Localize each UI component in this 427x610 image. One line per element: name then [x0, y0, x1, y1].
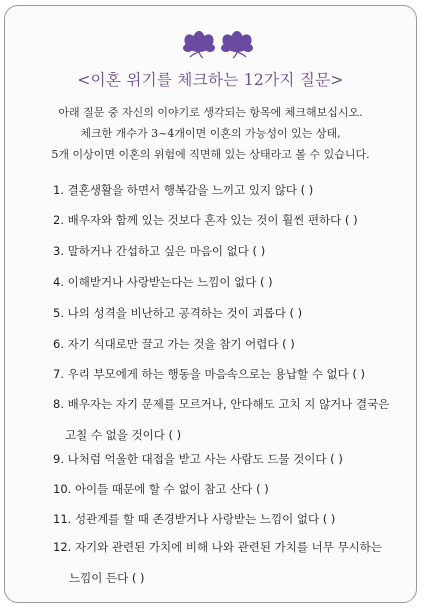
question-text: 우리 부모에게 하는 행동을 마음속으로는 용납할 수 없다 ( ): [67, 367, 366, 381]
question-number: 2.: [53, 213, 64, 227]
question-number: 11.: [53, 512, 72, 526]
question-number: 5.: [53, 306, 64, 320]
question-text: 이해받거나 사랑받는다는 느낌이 없다 ( ): [67, 275, 273, 289]
question-text: 배우자는 자기 문제를 모르거나, 안다해도 고치 지 않거나 결국은: [67, 397, 390, 411]
question-item-7: [53, 366, 365, 382]
question-item-9: [53, 451, 343, 467]
question-item-6: [53, 336, 295, 352]
question-number: 8.: [53, 397, 64, 411]
question-text: 성관계를 할 때 존경받거나 사랑받는 느낌이 없다 ( ): [74, 512, 336, 526]
question-item-12: [53, 539, 382, 586]
question-number: 6.: [53, 337, 64, 351]
question-text-continued: 고칠 수 없을 것이다 ( ): [65, 428, 182, 442]
flower-ornament-icon: [181, 28, 255, 60]
question-text: 나처럼 억울한 대접을 받고 사는 사람도 드물 것이다 ( ): [67, 452, 343, 466]
intro-line: 5개 이상이면 이혼의 위험에 직면해 있는 상태라고 볼 수 있습니다.: [51, 148, 370, 161]
question-number: 12.: [53, 540, 72, 554]
page-title: <이혼 위기를 체크하는 12가지 질문>: [77, 71, 344, 89]
question-item-5: [53, 305, 302, 321]
intro-line: 체크한 개수가 3~4개이면 이혼의 가능성이 있는 상태,: [80, 127, 341, 140]
intro-line: 아래 질문 중 자신의 이야기로 생각되는 항목에 체크해보십시오.: [58, 106, 363, 119]
question-number: 1.: [53, 183, 64, 197]
question-item-3: [53, 243, 265, 259]
question-text: 나의 성격을 비난하고 공격하는 것이 괴롭다 ( ): [67, 306, 303, 320]
question-text: 배우자와 함께 있는 것보다 혼자 있는 것이 훨씬 편하다 ( ): [67, 213, 358, 227]
question-number: 9.: [53, 452, 64, 466]
question-text: 아이들 때문에 할 수 없이 참고 산다 ( ): [74, 482, 269, 496]
checklist-card: [4, 5, 417, 603]
question-number: 10.: [53, 482, 72, 496]
question-number: 7.: [53, 367, 64, 381]
question-text-continued: 느낌이 든다 ( ): [69, 571, 145, 585]
question-number: 4.: [53, 275, 64, 289]
question-text: 자기와 관련된 가치에 비해 나와 관련된 가치를 너무 무시하는: [74, 540, 382, 554]
question-number: 3.: [53, 244, 64, 258]
question-item-8: [53, 396, 389, 443]
question-item-4: [53, 274, 273, 290]
question-item-10: [53, 481, 269, 497]
question-item-1: [53, 182, 313, 198]
question-text: 말하거나 간섭하고 싶은 마음이 없다 ( ): [67, 244, 266, 258]
intro-text: [5, 102, 416, 165]
question-item-11: [53, 511, 335, 527]
question-text: 자기 식대로만 끌고 가는 것을 참기 어렵다 ( ): [67, 337, 295, 351]
question-text: 결혼생활을 하면서 행복감을 느끼고 있지 않다 ( ): [67, 183, 314, 197]
question-item-2: [53, 212, 358, 228]
